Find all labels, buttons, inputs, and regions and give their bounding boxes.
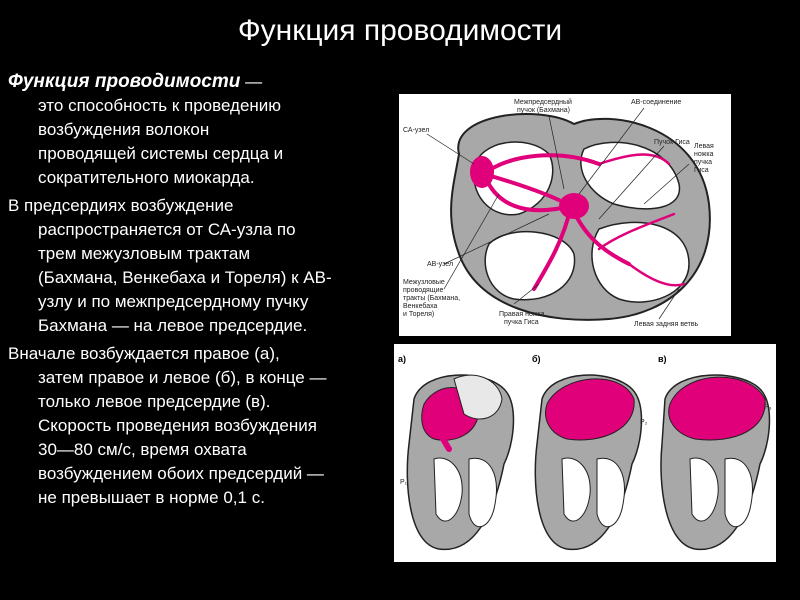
text-line: только левое предсердие (в). — [38, 392, 271, 411]
p1-label: P₁ — [400, 479, 408, 486]
text-line: узлу и по межпредсердному пучку — [38, 292, 309, 311]
text-line: проводящей системы сердца и — [38, 144, 284, 163]
label-his-bundle: Пучок Гиса — [654, 139, 690, 146]
panel-c — [661, 375, 769, 549]
av-node — [559, 193, 589, 219]
label-internodal-5: и Тореля) — [403, 311, 435, 318]
text-line: распространяется от СА-узла по — [38, 220, 296, 239]
label-left-posterior: Левая задняя ветвь — [634, 321, 699, 328]
atrial-excitation-diagram — [394, 344, 776, 562]
label-interatrial: Межпредсердный — [514, 99, 572, 106]
label-interatrial-2: пучок (Бахмана) — [517, 107, 570, 114]
text-line: не превышает в норме 0,1 с. — [38, 488, 265, 507]
label-right-leg-1: Правая ножка — [499, 311, 545, 318]
text-line: Бахмана — на левое предсердие. — [38, 316, 308, 335]
label-av-junction: АВ-соединение — [631, 99, 682, 106]
definition-term: Функция проводимости — [8, 71, 241, 92]
label-internodal-3: тракты (Бахмана, — [403, 295, 461, 302]
label-internodal-4: Венкебаха — [403, 303, 438, 310]
text-body — [8, 70, 393, 514]
heart-conduction-svg — [399, 94, 731, 336]
label-internodal-2: проводящие — [403, 287, 444, 294]
panel-c-label: в) — [658, 354, 667, 364]
paragraph-sequence — [8, 342, 393, 510]
label-internodal-1: Межузловые — [403, 279, 445, 286]
text-line: трем межузловым трактам — [38, 244, 251, 263]
label-sa-node: СА-узел — [403, 127, 430, 134]
p3-label: P₃ — [764, 404, 772, 411]
slide-title: Функция проводимости — [237, 14, 563, 47]
conduction-system-diagram — [399, 94, 731, 336]
left-ventricle-cavity — [592, 222, 689, 302]
sa-node — [470, 156, 494, 188]
panel-b-label: б) — [532, 354, 541, 364]
text-line: затем правое и левое (б), в конце — — [38, 368, 327, 387]
label-left-leg-1: Левая — [694, 143, 714, 150]
label-right-leg-2: пучка Гиса — [504, 319, 539, 326]
label-av-node: АВ-узел — [427, 261, 454, 268]
text-line: В предсердиях возбуждение — [8, 196, 234, 215]
label-left-leg-2: ножка — [694, 151, 714, 158]
text-line: 30—80 см/с, время охвата — [38, 440, 247, 459]
text-line: это способность к проведению — [38, 96, 282, 115]
panel-b — [535, 375, 641, 549]
text-line: Скорость проведения возбуждения — [38, 416, 317, 435]
panel-a — [407, 375, 513, 549]
text-line: возбуждения волокон — [38, 120, 210, 139]
text-line: (Бахмана, Венкебаха и Тореля) к АВ- — [38, 268, 332, 287]
definition-dash: — — [240, 72, 263, 91]
label-left-leg-4: Гиса — [694, 167, 709, 174]
paragraph-definition — [8, 70, 393, 190]
text-line: возбуждением обоих предсердий — — [38, 464, 324, 483]
panel-a-label: а) — [398, 354, 407, 364]
text-line: Вначале возбуждается правое (а), — [8, 344, 280, 363]
excitation-sequence-svg — [394, 344, 776, 562]
label-left-leg-3: пучка — [694, 159, 713, 166]
p2-label: P₂ — [640, 419, 648, 426]
paragraph-atria — [8, 194, 393, 338]
text-line: сократительного миокарда. — [38, 168, 255, 187]
